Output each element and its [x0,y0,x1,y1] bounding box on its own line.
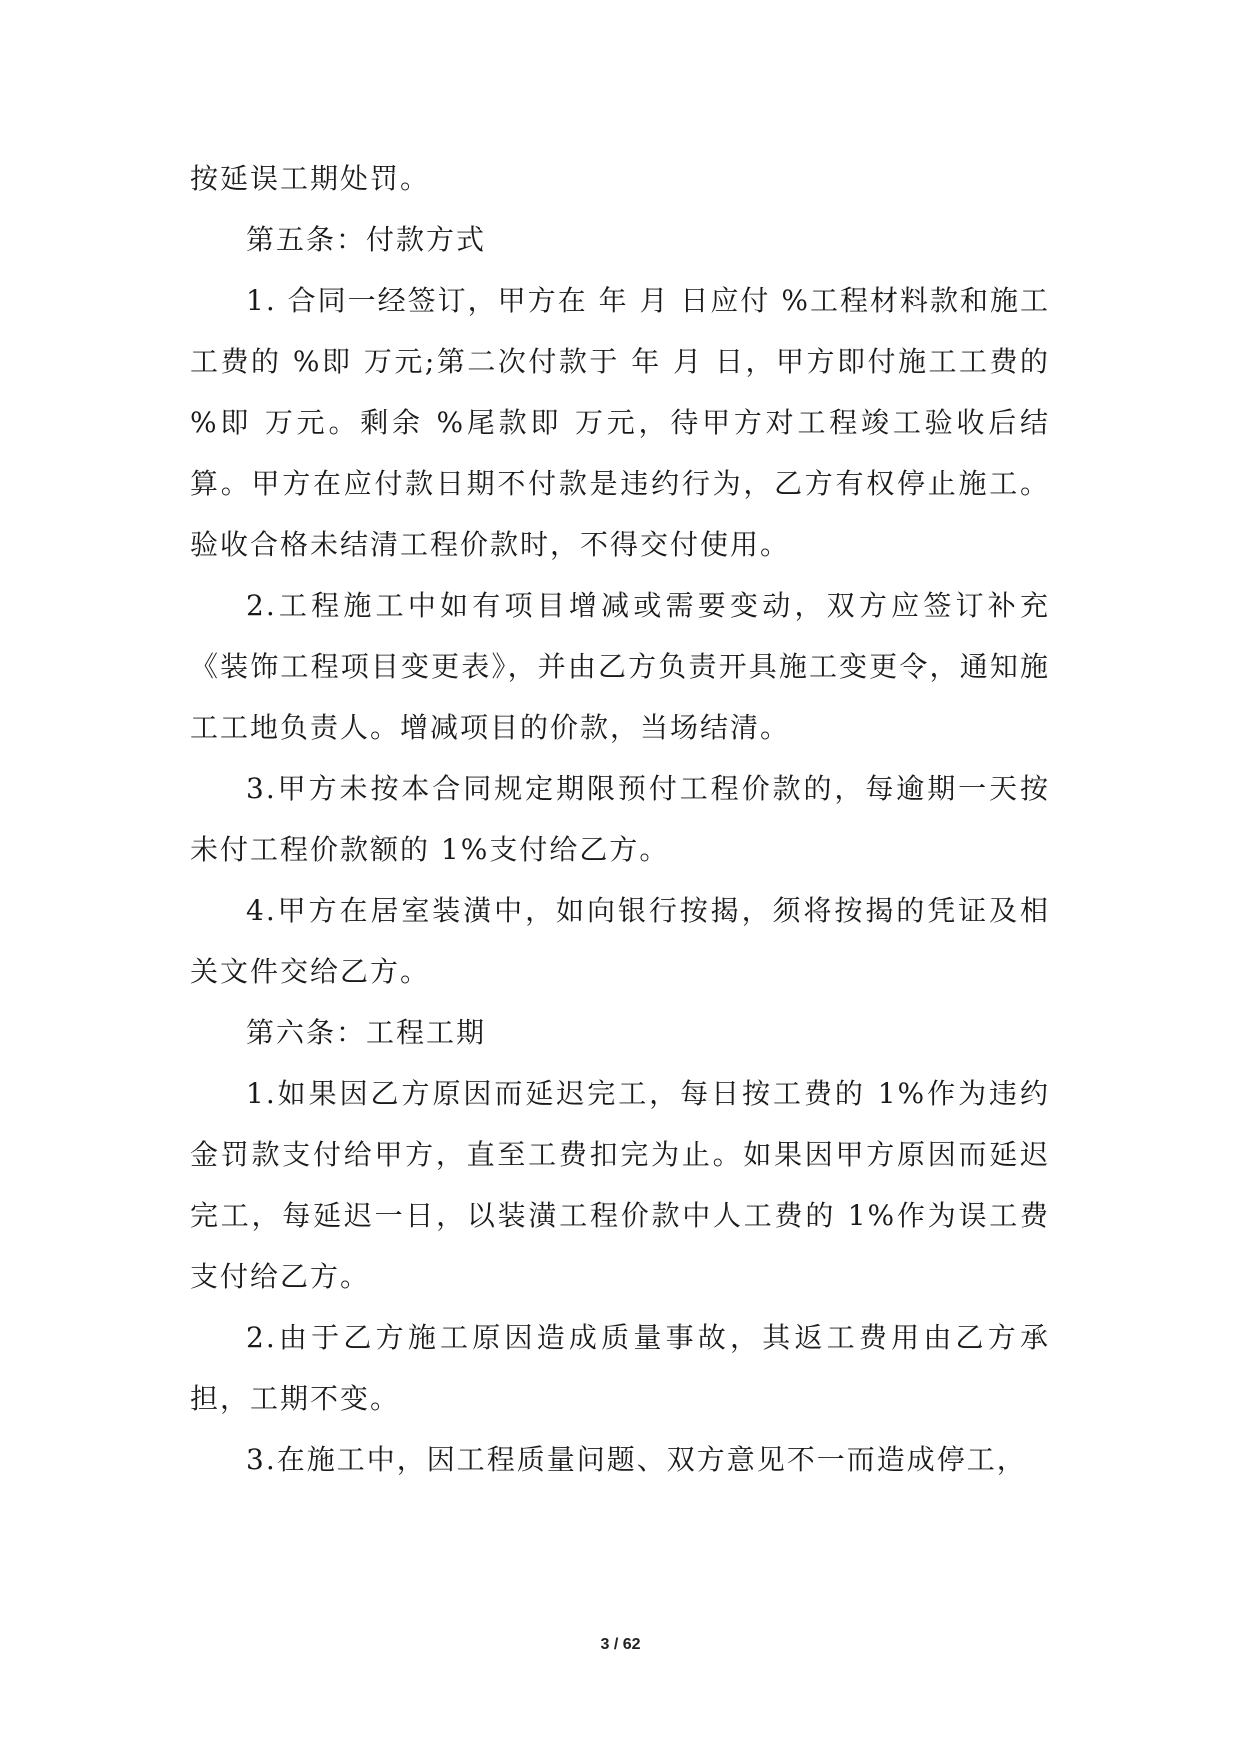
paragraph-article-6-item-3: 3.在施工中，因工程质量问题、双方意见不一而造成停工， [246,1443,1027,1476]
section-heading-article-5: 第五条：付款方式 [246,223,487,256]
section-heading-article-6: 第六条：工程工期 [246,1016,487,1049]
document-body [190,148,1050,1490]
paragraph-article-5-item-2: 2.工程施工中如有项目增减或需要变动，双方应签订补充《装饰工程项目变更表》，并由乙方负责开具施工变更令，通知施工工地负责人。增减项目的价款，当场结清。 [190,589,1050,744]
paragraph-article-5-item-1: 1. 合同一经签订，甲方在 年 月 日应付 %工程材料款和施工工费的 %即 万元;第二次付款于 年 月 日，甲方即付施工工费的 %即 万元。剩余 %尾款即 万元，待甲方对工程竣工验收后结算。甲方在应付款日期不付款是违约行为，乙方有权停止施工。验收合格未结清工程价款时，不得交付使用。 [190,284,1050,561]
paragraph-article-5-item-4: 4.甲方在居室装潢中，如向银行按揭，须将按揭的凭证及相关文件交给乙方。 [190,894,1050,988]
paragraph-article-6-item-2: 2.由于乙方施工原因造成质量事故，其返工费用由乙方承担，工期不变。 [190,1321,1050,1415]
paragraph-continuation: 按延误工期处罚。 [190,162,431,195]
page-number: 3 / 62 [600,1636,641,1653]
paragraph-article-6-item-1: 1.如果因乙方原因而延迟完工，每日按工费的 1%作为违约金罚款支付给甲方，直至工费扣完为止。如果因甲方原因而延迟完工，每延迟一日，以装潢工程价款中人工费的 1%作为误工费支付给乙方。 [190,1077,1050,1293]
paragraph-article-5-item-3: 3.甲方未按本合同规定期限预付工程价款的，每逾期一天按未付工程价款额的 1%支付给乙方。 [190,772,1050,866]
